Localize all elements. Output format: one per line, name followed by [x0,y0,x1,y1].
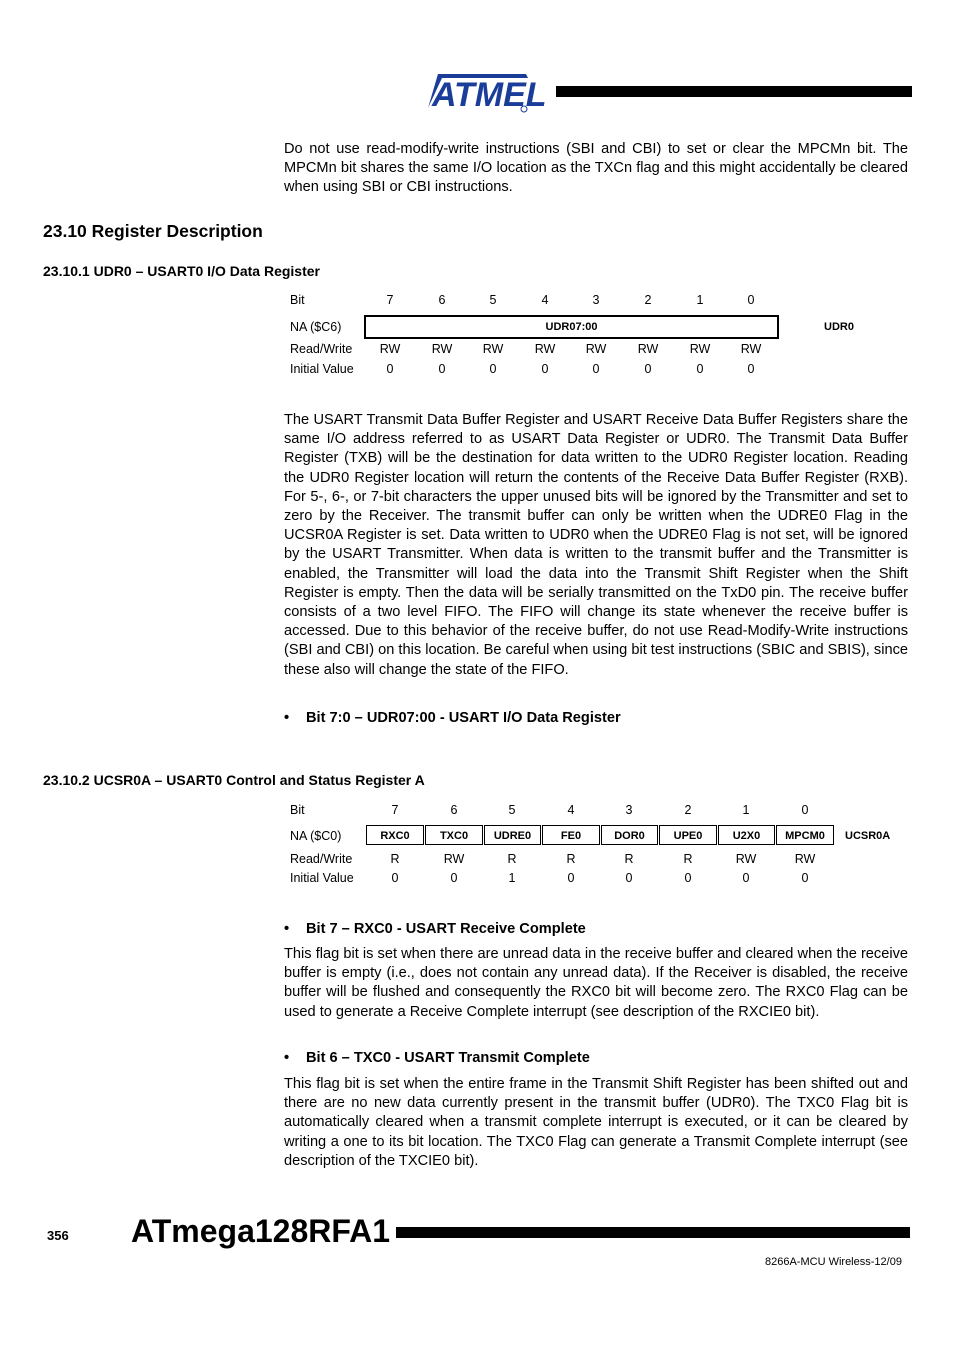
ucsr0a-bit-5: 5 [508,803,516,817]
ucsr0a-bit6-text: This flag bit is set when the entire frame in the Transmit Shift Register has been shifted out and there are no new data currently present in the transmit buffer (UDR0). The TXC0 Flag bit is automatically cleared when a transmit complete interrupt is executed, or it can be cleared by writing a one to its bit location. The TXC0 Flag can generate a Transmit Complete interrupt (see description of the TXCIE0 bit). [284,1076,908,1169]
ucsr0a-rw-label: Read/Write [290,852,353,866]
udr0-rw-label: Read/Write [290,342,353,356]
udr0-description: The USART Transmit Data Buffer Register and USART Receive Data Buffer Registers share the same I/O address referred to as USART Data Register or UDR0. The Transmit Data Buffer Register (TXB) will be the destination for data written to the UDR0 Register location. Reading the UDR0 Register location will return the contents of the Receive Data Buffer Register (RXB). For 5-, 6-, or 7-bit characters the upper unused bits will be ignored by the Transmitter and set to zero by the Receiver. The transmit buffer can only be written when the UDRE0 Flag in the UCSR0A Register is set. Data written to UDR0 when the UDRE0 Flag is not set, will be ignored by the USART Transmitter. When data is written to the transmit buffer and the Transmitter is enabled, the Transmitter will load the data into the Transmit Shift Register when the Shift Register is empty. Then the data will be serially transmitted on the TxD0 pin. The receive buffer consists of a two level FIFO. The FIFO will change its state whenever the receive buffer is accessed. Due to this behavior of the receive buffer, do not use Read-Modify-Write instructions (SBI and CBI) on this location. Be careful when using bit test instructions (SBIC and SBIS), since these also will change the state of the FIFO. [284,412,908,678]
ucsr0a-init-6: 0 [450,871,458,885]
ucsr0a-init-3: 0 [625,871,633,885]
ucsr0a-rw-7: R [390,852,400,866]
document-title: ATmega128RFA1 [131,1213,391,1249]
udr0-bit-0: 0 [747,293,755,307]
ucsr0a-bit-7: 7 [391,803,399,817]
udr0-rw-5: RW [482,342,504,356]
udr0-init-2: 0 [644,362,652,376]
ucsr0a-field-upe0: UPE0 [659,825,717,845]
udr0-init-4: 0 [541,362,549,376]
bullet-dot: • [284,1050,290,1066]
ucsr0a-bit7-bullet [284,921,586,937]
ucsr0a-bit-label: Bit [290,803,305,817]
ucsr0a-address: NA ($C0) [290,829,342,843]
footer-rule [396,1227,910,1238]
header-rule [556,86,912,97]
udr0-rw-4: RW [534,342,556,356]
ucsr0a-field-u2x0: U2X0 [718,825,775,845]
ucsr0a-bit-3: 3 [625,803,633,817]
ucsr0a-field-txc0: TXC0 [425,825,483,845]
ucsr0a-bit-4: 4 [567,803,575,817]
ucsr0a-rw-6: RW [443,852,465,866]
ucsr0a-rw-0: RW [794,852,816,866]
ucsr0a-rw-2: R [683,852,693,866]
ucsr0a-register-name: UCSR0A [845,830,891,842]
udr0-bit-3: 3 [592,293,600,307]
ucsr0a-rw-3: R [624,852,634,866]
intro-paragraph: Do not use read-modify-write instructions (SBI and CBI) to set or clear the MPCMn bit. The MPCMn bit shares the same I/O location as the TXCn flag and this might accidentally be cleared when using SBI or CBI instructions. [284,141,908,196]
ucsr0a-field-fe0: FE0 [542,825,600,845]
udr0-init-5: 0 [489,362,497,376]
ucsr0a-bit-1: 1 [742,803,750,817]
udr0-init-7: 0 [386,362,394,376]
document-id: 8266A-MCU Wireless-12/09 [765,1256,902,1268]
bullet-dot: • [284,710,290,726]
ucsr0a-bit-6: 6 [450,803,458,817]
udr0-bit-5: 5 [489,293,497,307]
page-number: 356 [47,1228,69,1243]
ucsr0a-init-5: 1 [508,871,516,885]
ucsr0a-init-1: 0 [742,871,750,885]
udr0-bit-2: 2 [644,293,652,307]
udr0-field: UDR07:00 [364,315,779,339]
ucsr0a-init-4: 0 [567,871,575,885]
ucsr0a-field-mpcm0: MPCM0 [776,825,834,845]
section-title: 23.10 Register Description [43,221,263,241]
ucsr0a-field-dor0: DOR0 [601,825,658,845]
udr0-bullet [284,710,621,726]
ucsr0a-bit6-bullet [284,1050,590,1066]
ucsr0a-init-2: 0 [684,871,692,885]
udr0-bit-4: 4 [541,293,549,307]
ucsr0a-bit7-text: This flag bit is set when there are unread data in the receive buffer and cleared when the receive buffer is empty (i.e., does not contain any unread data). If the Receiver is disabled, the receive buffer will be flushed and consequently the RXC0 bit will become zero. The RXC0 Flag can be used to generate a Receive Complete interrupt (see description of the RXCIE0 bit). [284,946,908,1020]
udr0-register-name: UDR0 [824,321,854,333]
udr0-rw-1: RW [689,342,711,356]
udr0-address: NA ($C6) [290,320,342,334]
udr0-init-0: 0 [747,362,755,376]
ucsr0a-bit-0: 0 [801,803,809,817]
udr0-rw-2: RW [637,342,659,356]
udr0-bit-7: 7 [386,293,394,307]
atmel-logo [426,68,547,114]
ucsr0a-rw-4: R [566,852,576,866]
udr0-rw-3: RW [585,342,607,356]
udr0-bit-label: Bit [290,293,305,307]
ucsr0a-field-rxc0: RXC0 [366,825,424,845]
ucsr0a-rw-1: RW [735,852,757,866]
ucsr0a-init-label: Initial Value [290,871,354,885]
udr0-rw-7: RW [379,342,401,356]
udr0-heading: 23.10.1 UDR0 – USART0 I/O Data Register [43,263,320,279]
bullet-dot: • [284,921,290,937]
ucsr0a-field-udre0: UDRE0 [484,825,541,845]
logo-text: ATMEL [432,76,547,114]
udr0-bullet-text: Bit 7:0 – UDR07:00 - USART I/O Data Register [306,710,621,726]
ucsr0a-init-7: 0 [391,871,399,885]
ucsr0a-init-0: 0 [801,871,809,885]
udr0-init-label: Initial Value [290,362,354,376]
ucsr0a-bit6-bullet-text: Bit 6 – TXC0 - USART Transmit Complete [306,1050,590,1066]
udr0-bit-1: 1 [696,293,704,307]
ucsr0a-rw-5: R [507,852,517,866]
udr0-init-3: 0 [592,362,600,376]
udr0-bit-6: 6 [438,293,446,307]
ucsr0a-bit-2: 2 [684,803,692,817]
udr0-rw-6: RW [431,342,453,356]
ucsr0a-heading: 23.10.2 UCSR0A – USART0 Control and Status Register A [43,772,425,788]
ucsr0a-bit7-bullet-text: Bit 7 – RXC0 - USART Receive Complete [306,921,586,937]
udr0-init-1: 0 [696,362,704,376]
udr0-init-6: 0 [438,362,446,376]
udr0-rw-0: RW [740,342,762,356]
